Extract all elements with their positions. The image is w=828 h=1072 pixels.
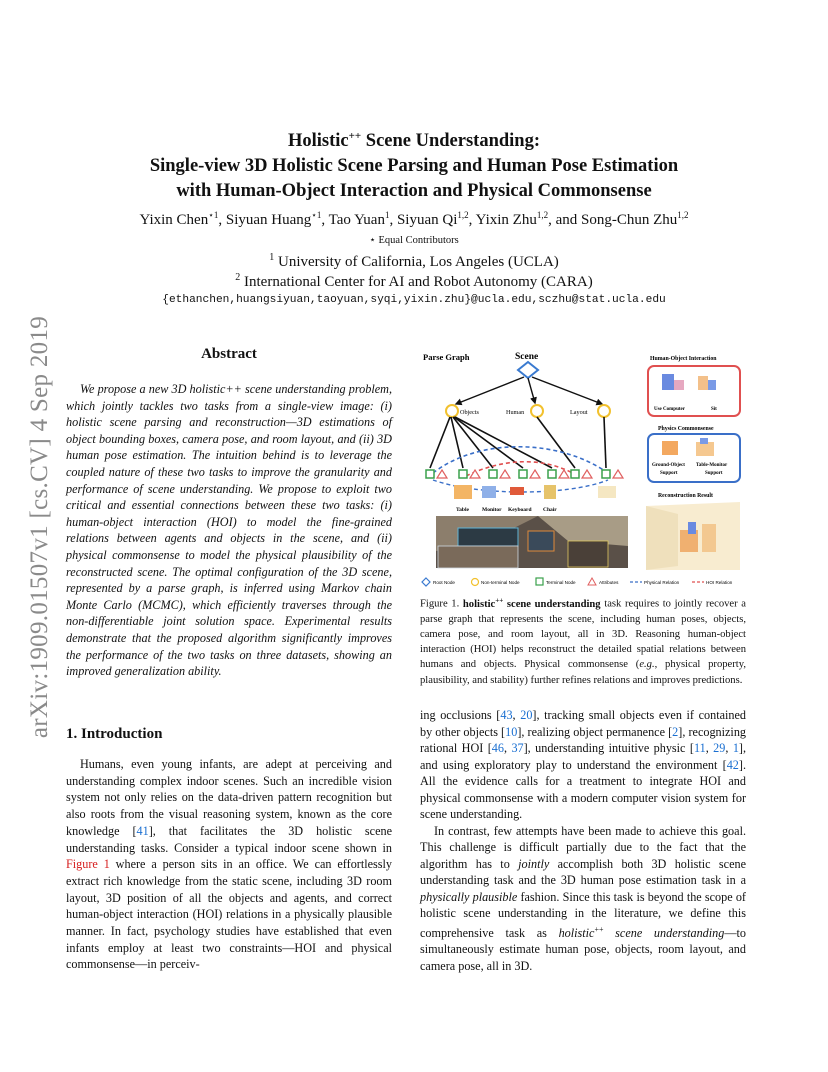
title-sup: ++ [348,130,362,142]
caption-text: task requires to jointly recover a parse graph that represents the scene, including human poses, objects, camera pose, and room layout, all in 3D. Reasoning human-object interaction (HOI) helps reconstruct the detailed spatial relations between humans and objects. Physical commonsense ( [420,598,747,671]
legend-hoi: HOI Relation [706,580,733,585]
objects-label: Objects [460,409,479,416]
title-line3: with Human-Object Interaction and Physical Commonsense [176,181,652,202]
aff-text: International Center for AI and Robot Autonomy (CARA) [244,274,593,290]
citation-link[interactable]: 10 [505,724,518,739]
author-affil-sup: ⋆1 [311,210,322,220]
use-computer-label: Use Computer [654,407,685,412]
author-affil-sup: 1,2 [677,210,689,220]
caption-lead: Figure 1. [420,598,463,610]
figure-caption [420,593,746,688]
aff-text: University of California, Los Angeles (UCLA) [277,254,559,270]
layout-node [598,405,610,417]
paper-title [66,124,762,204]
author-name: Yixin Zhu [475,212,537,228]
author-affil-sup: 1 [384,210,390,220]
author-affil-sup: 1,2 [536,210,549,220]
chair-label: Chair [543,507,557,513]
citation-link[interactable]: 43 [500,708,513,722]
aff-sup: 2 [235,272,241,283]
parse-graph-label: Parse Graph [423,352,470,362]
legend-root: Root Node [433,580,455,585]
edge [528,378,535,403]
figure-link[interactable]: Figure 1 [66,857,110,872]
author-emails: {ethanchen,huangsiyuan,taoyuan,syqi,yixin.zhu}@ucla.edu,sczhu@stat.ucla.edu [162,294,666,306]
citation-link[interactable]: 20 [520,708,533,722]
support-label-1: Support [660,471,678,476]
arxiv-stamp [20,292,60,762]
text-run: Humans, even young infants, are adept at perceiving and understanding complex indoor scenes. Such an incredible vision system not only relies on the data-driven pattern recognition but also roots from the visual reasoning system, known as the core knowledge [ [66,757,392,838]
hoi-title: Human-Object Interaction [650,356,717,362]
table-monitor-label: Table-Monitor [696,463,728,468]
paragraph: In contrast, few attempts have been made to achieve this goal. This challenge is difficult partially due to the fact that the algorithm has to jointly accomplish both 3D holistic scene understanding task and the 3D human pose estimation task in a physically plausible fashion. Since this task is beyond the scope of holistic scene understanding in the literature, we define this comprehensive task as holistic++ scene understanding—to simultaneously estimate human pose, objects, room layout, and camera pose, all in 3D. [420,823,746,973]
reconstruction-image [646,502,740,570]
table-label: Table [456,507,469,513]
title-line2: Single-view 3D Holistic Scene Parsing and Human Pose Estimation [149,156,679,177]
citation-link[interactable]: 2 [672,724,679,739]
citation-link[interactable]: 46 [491,741,504,755]
objects-node [446,405,458,417]
support-label-2: Support [705,471,723,476]
citation-link[interactable]: 1 [732,741,739,755]
right-column-text [420,707,746,974]
sit-label: Sit [711,407,717,412]
citation-link[interactable]: 42 [726,757,739,772]
human-label: Human [506,409,525,416]
recon-title: Reconstruction Result [658,493,713,499]
abstract-heading: Abstract [201,346,257,362]
caption-sup: ++ [495,596,504,604]
author-name: Yixin Chen [139,212,209,228]
human-node [531,405,543,417]
object-edges [430,417,606,468]
edge [532,377,602,404]
legend-attributes: Attributes [599,580,619,585]
root-node [518,362,538,378]
affiliation-1 [66,252,762,271]
author-name: Tao Yuan [328,212,385,228]
title-rest: Scene Understanding: [361,131,541,152]
legend-terminal: Terminal Node [546,580,576,585]
affiliation-2 [66,272,762,291]
section-heading: 1. Introduction [66,726,163,742]
legend-physical: Physical Relation [644,580,680,585]
caption-text: , physical property, plausibility, and stability) further refines relations and improves predictions. [420,659,746,686]
author-name: Siyuan Huang [225,212,312,228]
layout-label: Layout [570,409,588,416]
object-thumbnails [454,485,616,499]
arxiv-id: arXiv:1909.01507v1 [cs.CV] 4 Sep 2019 [26,315,53,739]
scene-label: Scene [515,352,539,362]
scene-photo [436,516,628,568]
citation-link[interactable]: 41 [136,823,149,838]
text-run: ], that facilitates the 3D holistic scene understanding tasks. Consider a typical indoor scene shown in [66,823,392,855]
keyboard-label: Keyboard [508,507,532,513]
author-list: Yixin Chen$^{⋆1}$, Siyuan Huang$^{⋆1}$, Tao Yuan$^1$, Siyuan Qi$^{1,2}$, Yixin Zhu$^{1,2}$, and Song-Chun Zhu$^{1,2}$ [139,210,689,228]
author-affil-sup: 1,2 [457,210,469,220]
caption-eg: e.g. [639,659,655,671]
citation-link[interactable]: 29 [713,741,726,755]
abstract-text: We propose a new 3D holistic++ scene understanding problem, which jointly tackles two tasks from a single-view image: (i) holistic scene parsing and reconstruction—3D estimations of object bounding boxes, camera pose, and room layout, and (ii) 3D human pose estimation. The intuition behind is to leverage the coupled nature of these two tasks to improve the granularity and performance of scene understanding. We propose to exploit two critical and essential connections between these two tasks: (i) human-object interaction (HOI) to model the fine-grained relations between agents and objects in the scene, and (ii) physical commonsense to model the physical plausibility of the reconstructed scene. The optimal configuration of the 3D scene, represented by a parse graph, is inferred using Markov chain Monte Carlo (MCMC), which efficiently traverses through the non-differentiable joint solution space. Experimental results demonstrate that the proposed algorithm significantly improves the performance of the two tasks on three datasets, showing an improved generalization ability. [66,382,392,679]
legend-nonterm: Non-terminal Node [481,580,520,585]
physics-title: Physics Commonsense [658,426,714,432]
title-word: Holistic [287,131,349,152]
figure-1 [418,346,748,588]
terminal-row [426,470,623,478]
equal-contributors-note: ⋆ Equal Contributors [369,235,459,246]
monitor-label: Monitor [482,507,502,513]
paragraph: ing occlusions [43, 20], tracking small objects even if contained by other objects [10], realizing object permanence [2], recognizing rational HOI [46, 37], understanding intuitive physic [11, 29, 1], and using exploratory play to understand the environment [42]. All the evidence calls for a treatment to integrate HOI and physical commonsense with a modern computer vision system for scene understanding. [420,708,747,821]
ground-object-label: Ground-Object [652,463,685,468]
author-affil-sup: ⋆1 [208,210,219,220]
edge [456,377,524,404]
caption-bold: scene understanding [503,598,601,610]
citation-link[interactable]: 37 [511,741,524,755]
intro-paragraph [66,756,392,973]
author-name: Siyuan Qi [396,212,458,228]
legend [422,578,733,586]
caption-bold: holistic [462,598,496,610]
citation-link[interactable]: 11 [693,741,706,755]
author-name: Song-Chun Zhu [581,212,678,228]
text-run: where a person sits in an office. We can effortlessly extract rich knowledge from the static scene, including 3D room layout, 3D position of all the objects and agents, and correct human-object interaction (HOI) relations in a physically plausible manner. In fact, psychology studies have established that even infants employ at least two constraints—HOI and physical commonsense—in perceiv- [66,857,392,972]
aff-sup: 1 [269,252,275,263]
